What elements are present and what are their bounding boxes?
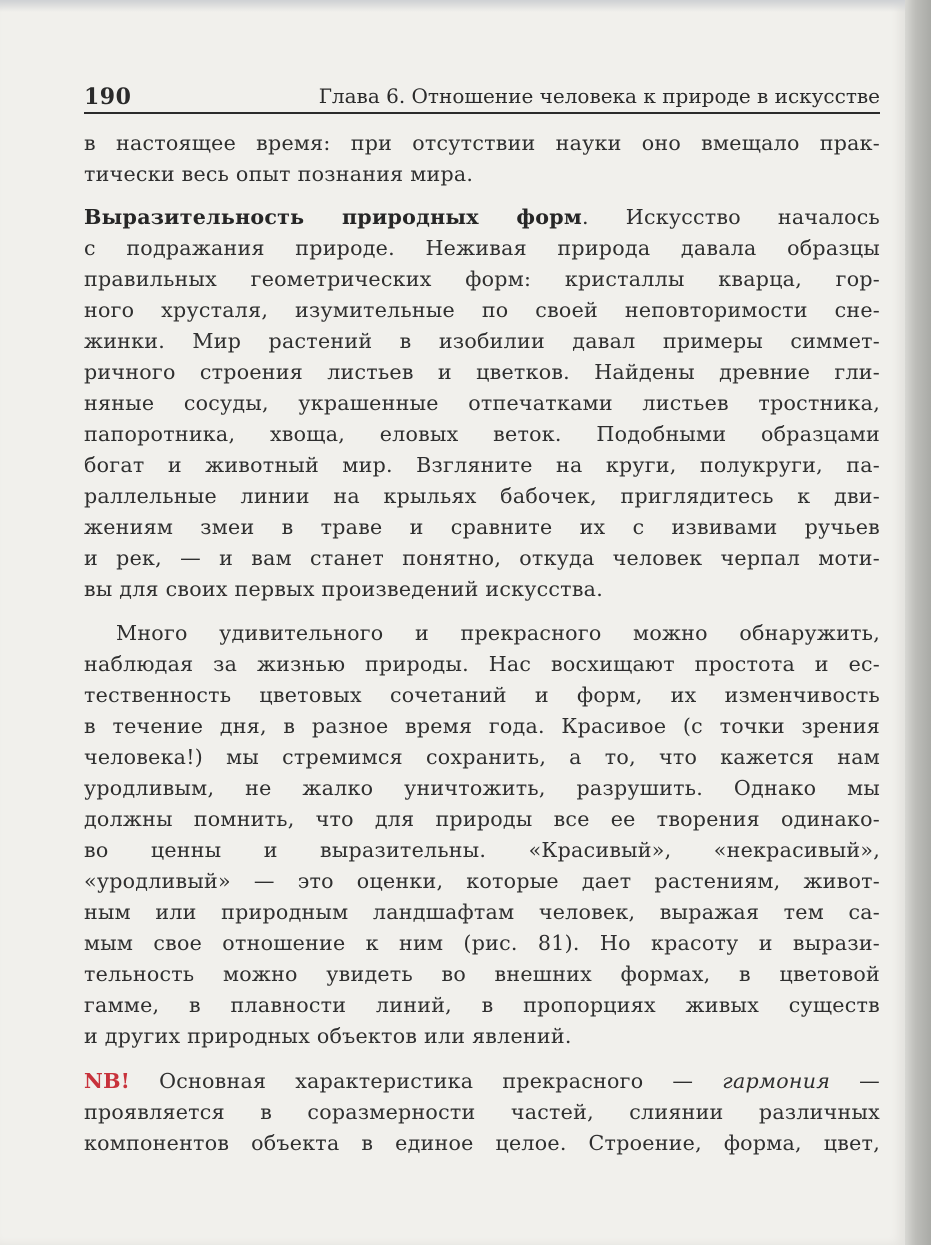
text-line: ным или природным ландшафтам человек, выражая тем са-: [84, 900, 880, 924]
text-line: [84, 202, 880, 233]
nb-paragraph: [84, 1066, 880, 1159]
text-line: с подражания природе. Неживая природа давала образцы: [84, 236, 880, 260]
text-line: папоротника, хвоща, еловых веток. Подобными образцами: [84, 422, 880, 446]
text-line: и других природных объектов или явлений.: [84, 1024, 572, 1048]
nb-first-tail: —: [830, 1069, 880, 1093]
text-line: и рек, — и вам станет понятно, откуда человек черпал моти-: [84, 546, 880, 570]
text-line: ричного строения листьев и цветков. Найдены древние гли-: [84, 360, 880, 384]
paragraph-beauty: [84, 618, 880, 1052]
text-line: жинки. Мир растений в изобилии давал примеры симмет-: [84, 329, 880, 353]
top-shadow: [0, 0, 905, 12]
nb-emphasis: гармония: [722, 1069, 831, 1093]
section-expressiveness: [84, 202, 880, 605]
nb-label: NB!: [84, 1069, 131, 1093]
page-edge: [905, 0, 931, 1245]
text-line: во ценны и выразительны. «Красивый», «некрасивый»,: [84, 838, 880, 862]
text-line: раллельные линии на крыльях бабочек, приглядитесь к дви-: [84, 484, 880, 508]
intro-paragraph: [84, 128, 880, 190]
text-line: уродливым, не жалко уничтожить, разрушить. Однако мы: [84, 776, 880, 800]
text-line: вы для своих первых произведений искусства.: [84, 577, 603, 601]
text-line: «уродливый» — это оценки, которые дает растениям, живот-: [84, 869, 880, 893]
text-line: тественность цветовых сочетаний и форм, их изменчивость: [84, 683, 880, 707]
text-line: компонентов объекта в единое целое. Строение, форма, цвет,: [84, 1131, 880, 1155]
text-line: в течение дня, в разное время года. Красивое (с точки зрения: [84, 714, 880, 738]
text-line: Много удивительного и прекрасного можно обнаружить,: [116, 621, 880, 645]
text-line: [84, 1066, 880, 1097]
text-line: в настоящее время: при отсутствии науки оно вмещало прак-: [84, 131, 880, 155]
text-line: тически весь опыт познания мира.: [84, 162, 474, 186]
text-line: няные сосуды, украшенные отпечатками листьев тростника,: [84, 391, 880, 415]
chapter-title: Глава 6. Отношение человека к природе в искусстве: [318, 84, 880, 108]
text-line: богат и животный мир. Взгляните на круги, полукруги, па-: [84, 453, 880, 477]
text-line: наблюдая за жизнью природы. Нас восхищают простота и ес-: [84, 652, 880, 676]
text-line: должны помнить, что для природы все ее творения одинако-: [84, 807, 880, 831]
text-line: человека!) мы стремимся сохранить, а то, что кажется нам: [84, 745, 880, 769]
text-line: тельность можно увидеть во внешних формах, в цветовой: [84, 962, 880, 986]
text-line: проявляется в соразмерности частей, слиянии различных: [84, 1100, 880, 1124]
page-number: 190: [84, 84, 132, 110]
text-line: правильных геометрических форм: кристаллы кварца, гор-: [84, 267, 880, 291]
header-rule: [84, 112, 880, 114]
text-line: ного хрусталя, изумительные по своей неповторимости сне-: [84, 298, 880, 322]
section-heading: Выразительность природных форм: [84, 205, 582, 229]
text-line: жениям змеи в траве и сравните их с извивами ручьев: [84, 515, 880, 539]
section-first-line-rest: . Искусство началось: [582, 205, 880, 229]
text-line: гамме, в плавности линий, в пропорциях живых существ: [84, 993, 880, 1017]
text-line: мым свое отношение к ним (рис. 81). Но красоту и вырази-: [84, 931, 880, 955]
nb-first-text: Основная характеристика прекрасного —: [130, 1069, 723, 1093]
running-head: [84, 80, 880, 114]
